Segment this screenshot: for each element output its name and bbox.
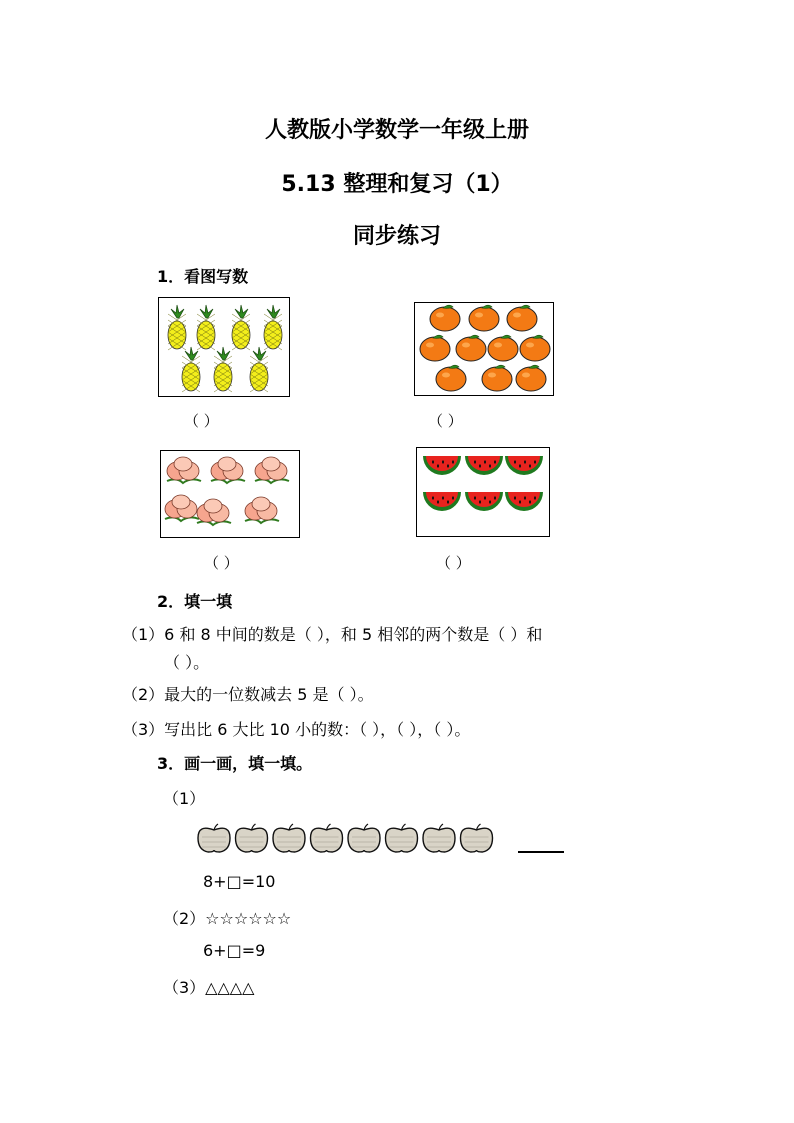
orange-icon — [469, 305, 499, 331]
pineapple-icon — [214, 347, 232, 392]
orange-picture — [414, 302, 554, 396]
apple-icon — [348, 824, 380, 852]
pineapple-icon — [264, 305, 282, 350]
orange-icon — [488, 335, 518, 361]
exercise-title: 同步练习 — [352, 224, 441, 249]
peach-icon — [167, 457, 201, 483]
answer-blank-2[interactable]: （ ） — [428, 412, 463, 430]
orange-icon — [482, 365, 512, 391]
pineapple-picture — [158, 297, 290, 397]
pineapple-icon — [182, 347, 200, 392]
apple-icon — [386, 824, 418, 852]
apple-icon — [273, 824, 305, 852]
orange-icon — [430, 305, 460, 331]
orange-icon — [516, 365, 546, 391]
peach-icon — [197, 499, 231, 525]
q2-item1-line2: （ ）。 — [164, 653, 210, 672]
answer-underline[interactable] — [518, 850, 564, 853]
q3-part1-label: （1） — [163, 789, 206, 808]
q2-item2: （2）最大的一位数减去 5 是（ ）。 — [122, 685, 374, 704]
q3-part3-triangles: （3）△△△△ — [163, 978, 255, 997]
apple-icon — [236, 824, 268, 852]
watermelon-slice-icon — [505, 456, 543, 475]
watermelon-picture — [416, 447, 550, 537]
watermelon-slice-icon — [465, 492, 503, 511]
q2-item3: （3）写出比 6 大比 10 小的数：（ ），（ ），（ ）。 — [122, 720, 471, 739]
pineapple-icon — [232, 305, 250, 350]
orange-icon — [420, 335, 450, 361]
apple-row — [196, 818, 576, 860]
q1-heading: 1．看图写数 — [157, 267, 249, 286]
q3-heading: 3．画一画，填一填。 — [157, 754, 313, 773]
peach-icon — [255, 457, 289, 483]
q2-heading: 2．填一填 — [157, 592, 233, 611]
orange-icon — [507, 305, 537, 331]
orange-icon — [520, 335, 550, 361]
watermelon-slice-icon — [465, 456, 503, 475]
pineapple-icon — [197, 305, 215, 350]
doc-title: 人教版小学数学一年级上册 — [264, 118, 529, 143]
apple-icon — [423, 824, 455, 852]
q3-part2-equation: 6+□=9 — [203, 941, 266, 960]
orange-icon — [456, 335, 486, 361]
pineapple-icon — [250, 347, 268, 392]
answer-blank-1[interactable]: （ ） — [184, 412, 219, 430]
pineapple-icon — [168, 305, 186, 350]
q3-part1-equation: 8+□=10 — [203, 872, 276, 891]
answer-blank-3[interactable]: （ ） — [204, 554, 239, 572]
q3-part2-stars: （2）☆☆☆☆☆☆ — [163, 909, 292, 928]
watermelon-slice-icon — [423, 456, 461, 475]
peach-icon — [245, 497, 279, 523]
peach-icon — [165, 495, 199, 521]
peach-picture — [160, 450, 300, 538]
q2-item1-line1: （1）6 和 8 中间的数是（ ），和 5 相邻的两个数是（ ）和 — [122, 625, 543, 644]
answer-blank-4[interactable]: （ ） — [436, 554, 471, 572]
lesson-title: 5.13 整理和复习（1） — [281, 172, 513, 197]
apple-icon — [198, 824, 230, 852]
watermelon-slice-icon — [505, 492, 543, 511]
orange-icon — [436, 365, 466, 391]
peach-icon — [211, 457, 245, 483]
apple-icon — [311, 824, 343, 852]
watermelon-slice-icon — [423, 492, 461, 511]
apple-icon — [461, 824, 493, 852]
